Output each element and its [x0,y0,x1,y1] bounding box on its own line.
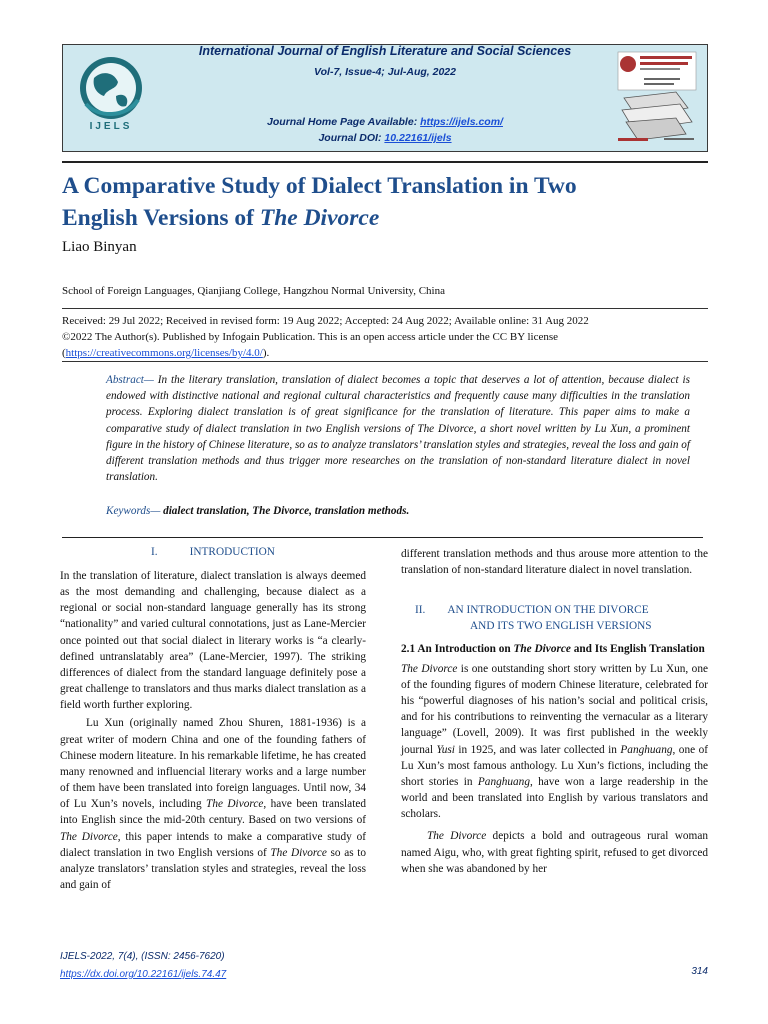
section-heading-2 [401,602,708,634]
section-number: II. [415,604,426,617]
keywords-text: dialect translation, The Divorce, translation methods. [160,505,410,517]
date-line: Received: 29 Jul 2022; Received in revised form: 19 Aug 2022; Accepted: 24 Aug 2022; Available online: 31 Aug 2022 [62,315,589,327]
section-number: I. [151,546,158,558]
author-name: Liao Binyan [62,239,137,255]
subsection-heading: 2.1 An Introduction on The Divorce and Its English Translation [401,642,705,655]
abstract-label: Abstract— [106,374,154,386]
journal-name: International Journal of English Literature and Social Sciences [198,44,572,58]
citation-text: IJELS-2022, 7(4), (ISSN: 2456-7620) [60,951,225,962]
journal-home-line [62,116,708,128]
journal-doi-line [62,132,708,144]
divider [62,537,703,538]
title-italic: The Divorce [259,205,380,231]
footer-citation [60,948,226,984]
home-label: Journal Home Page Available: [267,116,421,128]
divider [62,361,708,362]
section-heading-1 [60,546,366,558]
section-title-cont: AND ITS TWO ENGLISH VERSIONS [470,620,652,633]
title-part: English Versions of [62,205,260,231]
journal-cover-icon [614,50,700,146]
paragraph: Lu Xun (originally named Zhou Shuren, 1881-1936) is a great writer of modern China and one of the founding fathers of Chinese modern liteature. In his remarkable lifetime, he has created many renowned and influencial literary works and a large number of them have been translated into foreign languages. Until now, 34 of Lu Xun’s novels, including The Divorce, have been translated into English since the mid-20th century. Based on two versions of The Divorce, this paper intends to make a comparative study of dialect translation in two English versions of The Divorce so as to analyze translators’ translation styles and strategies, reveal the loss and gain of [60,717,366,891]
affiliation: School of Foreign Languages, Qianjiang College, Hangzhou Normal University, China [62,285,445,297]
doi-link[interactable]: 10.22161/ijels [384,132,452,144]
license-line: (https://creativecommons.org/licenses/by/4.0/). [62,347,270,359]
license-link[interactable]: https://creativecommons.org/licenses/by/4.0/ [65,347,263,359]
abstract [106,372,690,485]
divider [62,308,708,309]
paragraph: different translation methods and thus arouse more attention to the translation of non-standard literature dialect in novel translation. [401,548,708,577]
keywords-label: Keywords— [106,505,161,517]
abstract-text: In the literary translation, translation of dialect becomes a topic that deserves a lot of attention, because dialect is endowed with distinctive national and regional cultural characteristics and frequently cause many difficulties in the translation process. Exploring dialect translation is of great significance for the translation of literature. This paper aims to make a comparative study of dialect translation in two English versions of The Divorce, a short novel written by Lu Xun, a prominent figure in the history of Chinese literature, so as to analyze translators’ translation styles and strategies, reveal the loss and gain of different translation methods and thus trigger more researches on the translation of non-standard literature dialect in novel translation. [106,374,690,484]
paper-title [62,170,708,234]
article-dates [62,313,702,361]
article-doi-link[interactable]: https://dx.doi.org/10.22161/ijels.74.47 [60,969,227,980]
journal-issue: Vol-7, Issue-4; Jul-Aug, 2022 [314,66,456,78]
page-number: 314 [691,966,708,977]
section-title: AN INTRODUCTION ON THE DIVORCE [447,604,649,617]
home-link[interactable]: https://ijels.com/ [420,116,503,128]
column-right [401,546,708,877]
keywords [106,505,409,517]
copyright-line: ©2022 The Author(s). Published by Infogain Publication. This is an open access article under the CC BY license [62,331,559,343]
doi-label: Journal DOI: [318,132,385,144]
paragraph: The Divorce depicts a bold and outrageous rural woman named Aigu, who, with great fighting spirit, refused to get divorced when she was abandoned by her [401,830,709,875]
title-line-2 [62,202,708,234]
paragraph: The Divorce is one outstanding short story written by Lu Xun, one of the founding figures of modern Chinese literature, celebrated for his “powerful diagnoses of his nation’s social and political crisis, and for his contributions to reinventing the vernacular as a literary language” (Lovell, 2009). It was first published in the weekly journal Yusi in 1925, and was later collected in Panghuang, one of Lu Xun’s most famous anthology. Lu Xun’s fictions, including the short stories in Panghuang, have won a large readership in the world and been translated into English by various translators and scholars. [401,662,708,821]
section-title: INTRODUCTION [189,546,275,558]
column-left [60,568,366,893]
logo-text: IJELS [89,121,133,132]
title-line-1: A Comparative Study of Dialect Translation in Two [62,173,577,199]
divider [62,161,708,163]
paragraph: In the translation of literature, dialect translation is always deemed as the most demanding and challenging, because dialect as a regional or social non-standard language generally has its strong “nationality” and varied cultural connotations, just as Lane-Mercier once pointed out that social dialect in literary works is “a clearly-defined untranslatably area” (Lane-Mercier, 1997). The striking differences of dialect from the standard language definitely pose a great challenge to translators and thus marks dialect translation as a field worth further exploring. [60,570,366,712]
